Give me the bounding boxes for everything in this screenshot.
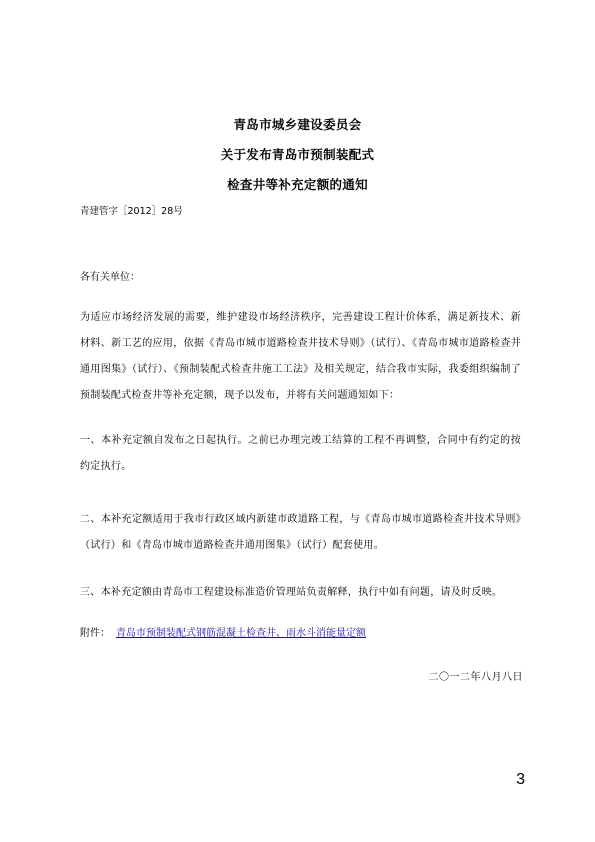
paragraph-item-3: 三、本补充定额由青岛市工程建设标准造价管理站负责解释，执行中如有问题，请及时反映。 bbox=[80, 587, 503, 598]
paragraph-item-2: 二、本补充定额适用于我市行政区域内新建市政道路工程，与《青岛市城市道路检查井技术导则》（试行）和《青岛市城市道路检查井通用图集》（试行）配套使用。 bbox=[80, 514, 521, 551]
paragraph-intro: 为适应市场经济发展的需要，维护建设市场经济秩序，完善建设工程计价体系，满足新技术、新材料、新工艺的应用，依据《青岛市城市道路检查井技术导则》（试行）、《青岛市城市道路检查井通用图集》（试行）、《预制装配式检查井施工工法》及相关规定，结合我市实际，我委组织编制了预制装配式检查井等补充定额，现予以发布，并将有关问题通知如下： bbox=[80, 312, 521, 401]
page-number: 3 bbox=[516, 771, 525, 788]
paragraph-item-1: 一、本补充定额自发布之日起执行。之前已办理完竣工结算的工程不再调整，合同中有约定的按约定执行。 bbox=[80, 435, 521, 472]
attachment-link[interactable]: 青岛市预制装配式钢筋混凝土检查井、雨水斗消能量定额 bbox=[116, 628, 366, 639]
issue-date: 二〇一二年八月八日 bbox=[428, 672, 523, 683]
notice-title bbox=[0, 110, 595, 200]
salutation: 各有关单位： bbox=[80, 272, 140, 283]
document-number: 青建管字［2012］28号 bbox=[80, 206, 183, 217]
attachment-label: 附件： bbox=[80, 628, 110, 639]
title-line-3: 检查井等补充定额的通知 bbox=[227, 177, 368, 192]
attachment-line bbox=[80, 624, 366, 639]
title-line-2: 关于发布青岛市预制装配式 bbox=[220, 147, 375, 162]
title-line-1: 青岛市城乡建设委员会 bbox=[233, 117, 362, 132]
